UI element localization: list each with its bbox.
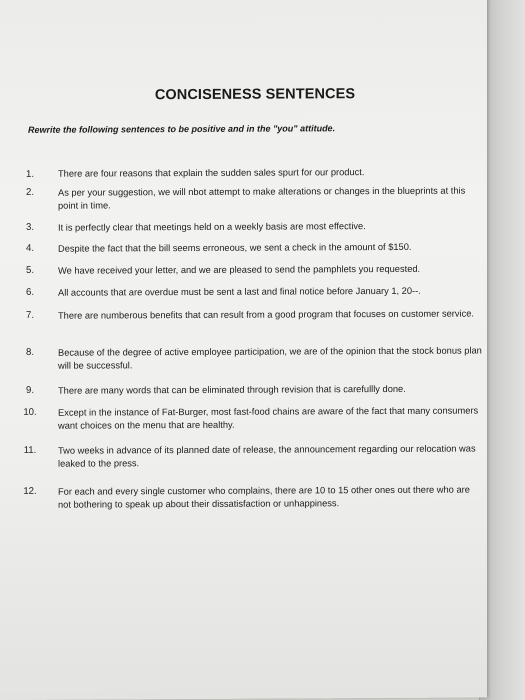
- item-text: Except in the instance of Fat-Burger, most fast-food chains are aware of the fact that many consumers want choices on the menu that are healthy.: [58, 405, 479, 431]
- list-item: [0, 306, 487, 321]
- item-number: 6.: [25, 286, 34, 298]
- item-text: Because of the degree of active employee participation, we are of the opinion that the stock bonus plan will be successful.: [58, 345, 482, 371]
- item-number: 3.: [25, 221, 34, 233]
- item-text: Despite the fact that the bill seems erroneous, we sent a check in the amount of $150.: [58, 241, 412, 254]
- item-text: There are four reasons that explain the sudden sales spurt for our product.: [58, 167, 365, 179]
- page-title: CONCISENESS SENTENCES: [154, 86, 356, 104]
- item-text: It is perfectly clear that meetings held on a weekly basis are most effective.: [58, 221, 366, 233]
- list-item: [0, 482, 487, 510]
- item-number: 10.: [23, 406, 37, 418]
- item-text: As per your suggestion, we will nbot attempt to make alterations or changes in the blueprints at this point in time.: [58, 185, 466, 211]
- item-text: All accounts that are overdue must be sent a last and final notice before January 1, 20--.: [58, 285, 421, 298]
- item-number: 9.: [25, 384, 34, 396]
- list-item: [0, 441, 487, 469]
- list-item: [0, 239, 487, 254]
- instruction-text: Rewrite the following sentences to be positive and in the "you" attitude.: [28, 123, 336, 135]
- item-text: For each and every single customer who complains, there are 10 to 15 other ones out there who are not bothering to speak up about their dissatisfaction or unhappiness.: [58, 484, 470, 510]
- item-number: 8.: [25, 346, 34, 358]
- list-item: [0, 343, 487, 371]
- item-number: 12.: [23, 485, 37, 497]
- list-item: [0, 165, 487, 180]
- item-number: 1.: [25, 168, 34, 180]
- list-item: [0, 283, 487, 298]
- item-text: We have received your letter, and we are pleased to send the pamphlets you requested.: [58, 263, 421, 276]
- list-item: [0, 183, 487, 211]
- item-number: 7.: [25, 309, 34, 321]
- item-text: Two weeks in advance of its planned date of release, the announcement regarding our relocation was leaked to the press.: [58, 443, 476, 469]
- list-item: [0, 403, 487, 431]
- item-text: There are numberous benefits that can result from a good program that focuses on customer service.: [58, 308, 474, 321]
- list-item: [0, 261, 487, 276]
- item-number: 5.: [25, 264, 34, 276]
- item-text: There are many words that can be eliminated through revision that is carefullly done.: [58, 383, 406, 396]
- item-number: 2.: [25, 186, 34, 198]
- item-number: 11.: [23, 444, 37, 456]
- list-item: [0, 381, 487, 396]
- item-number: 4.: [25, 242, 34, 254]
- list-item: [0, 218, 487, 233]
